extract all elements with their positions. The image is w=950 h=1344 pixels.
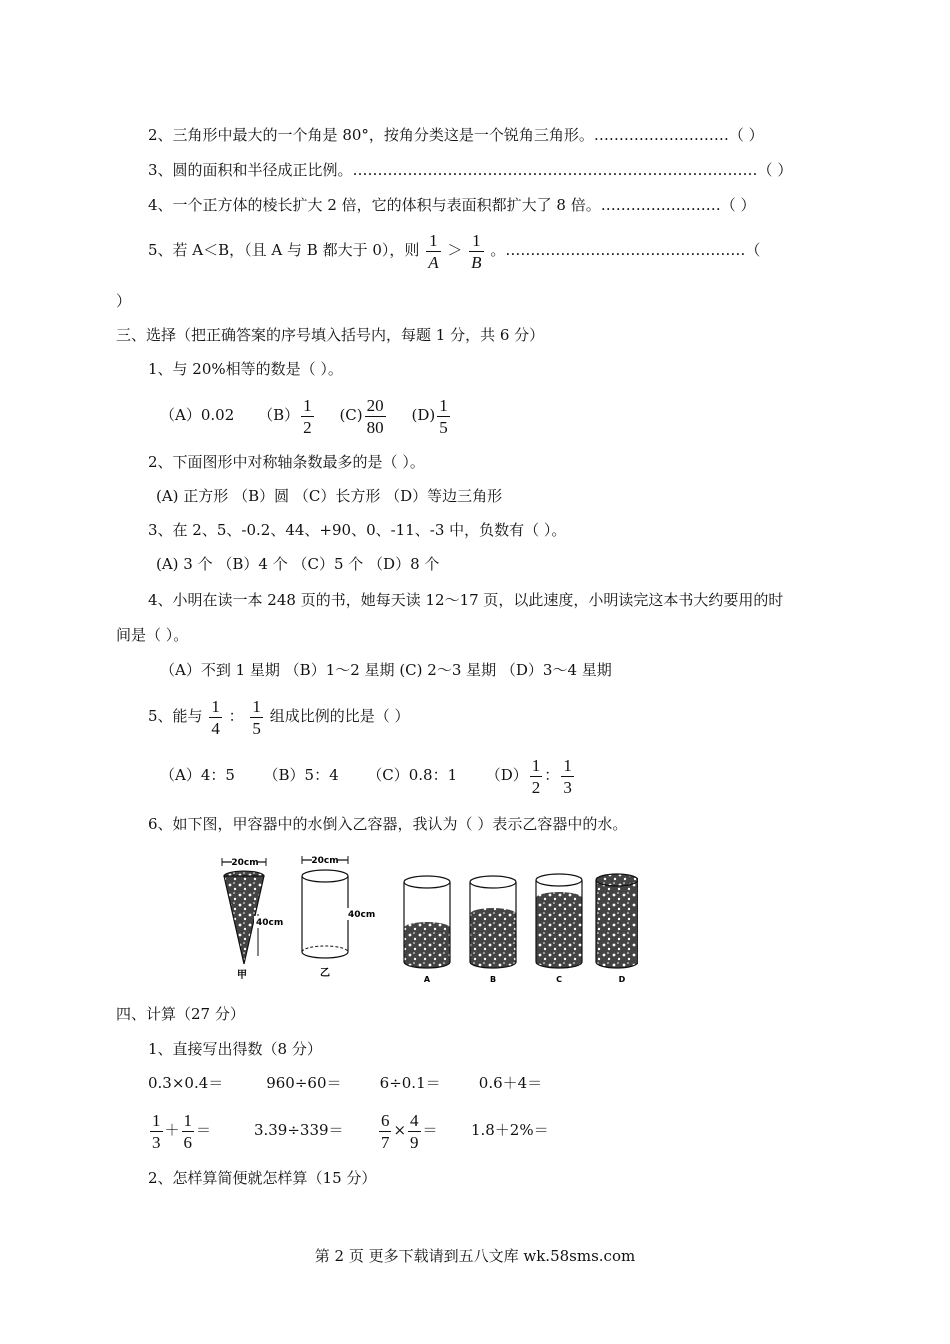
calc-item: 960÷60＝ — [266, 1074, 342, 1092]
option-b-label: B — [489, 975, 497, 984]
fraction: $\frac{1}{2}$ — [531, 755, 541, 797]
cylinder-container-yi — [302, 854, 375, 979]
fraction: $\frac{1}{2}$ — [303, 395, 312, 437]
choice-q5: 5、能与 $\frac{1}{4}$ ： $\frac{1}{5}$ 组成比例的比是（ ） — [148, 696, 410, 738]
calc-item: 3.39÷339＝ — [253, 1121, 344, 1139]
page-footer: 第 2 页 更多下载请到五八文库 wk.58sms.com — [314, 1247, 636, 1265]
option-cylinder-d — [596, 874, 638, 984]
fraction: $\frac{1}{B}$ — [471, 230, 482, 272]
choice-q4-line2: 间是（ ）。 — [116, 626, 189, 644]
cone-name-label: 甲 — [237, 970, 247, 981]
judge-q5: 5、若 A＜B，（且 A 与 B 都大于 0），则 $\frac{1}{A}$ ＞ $\frac{1}{B}$ 。…………………………………………（ — [148, 230, 761, 272]
fraction: $\frac{1}{5}$ — [439, 395, 448, 437]
cone-container-jia — [222, 856, 283, 981]
fraction: $\frac{1}{5}$ — [252, 696, 261, 738]
choice-q3: 3、在 2、5、-0.2、44、+90、0、-11、-3 中，负数有（ ）。 — [148, 521, 567, 539]
cylinder-name-label: 乙 — [320, 968, 330, 979]
judge-q5-paren-close: ） — [116, 292, 132, 310]
judge-q3: 3、圆的面积和半径成正比例。………………………………………………………………………（ ） — [148, 161, 793, 179]
fraction: $\frac{1}{6}$ — [183, 1110, 193, 1152]
fraction: $\frac{1}{3}$ — [563, 755, 572, 797]
fraction: $\frac{6}{7}$ — [380, 1110, 390, 1152]
calc-heading: 四、计算（27 分） — [116, 1005, 245, 1023]
fraction: $\frac{1}{4}$ — [211, 696, 220, 738]
calc-item: 0.3×0.4＝ — [148, 1074, 224, 1092]
choice-heading: 三、选择（把正确答案的序号填入括号内，每题 1 分，共 6 分） — [116, 326, 545, 344]
calc-row1 — [148, 1074, 542, 1092]
fraction: $\frac{1}{3}$ — [152, 1110, 161, 1152]
judge-q4: 4、一个正方体的棱长扩大 2 倍，它的体积与表面积都扩大了 8 倍。……………………（ ） — [148, 196, 756, 214]
calc-q2-title: 2、怎样算简便就怎样算（15 分） — [148, 1169, 377, 1187]
choice-q3-options: (A) 3 个 （B）4 个 （C）5 个 （D）8 个 — [156, 555, 440, 573]
container-figure — [218, 852, 638, 984]
fraction: $\frac{1}{A}$ — [428, 230, 439, 272]
calc-item: 6÷0.1＝ — [379, 1074, 441, 1092]
choice-q2: 2、下面图形中对称轴条数最多的是（ ）。 — [148, 453, 425, 471]
choice-q6: 6、如下图，甲容器中的水倒入乙容器，我认为（ ）表示乙容器中的水。 — [148, 815, 628, 833]
calc-q1-title: 1、直接写出得数（8 分） — [148, 1040, 322, 1058]
fraction: $\frac{4}{9}$ — [410, 1110, 419, 1152]
option-a-label: A — [423, 975, 431, 984]
cylinder-width-label: 20cm — [311, 856, 339, 866]
option-d-label: D — [618, 975, 626, 984]
judge-q2: 2、三角形中最大的一个角是 80°，按角分类这是一个锐角三角形。………………………（ ） — [148, 126, 764, 144]
option-cylinder-a — [404, 876, 450, 984]
cone-height-label: 40cm — [256, 918, 284, 928]
calc-row2: $\frac{1}{3}$ ＋ $\frac{1}{6}$ ＝ 3.39÷339＝ $\frac{6}{7}$ × $\frac{4}{9}$ ＝ 1.8＋2%＝ — [152, 1110, 549, 1152]
cone-width-label: 20cm — [231, 858, 259, 868]
option-cylinder-b — [470, 876, 516, 984]
choice-q1-options: （A）0.02 （B） $\frac{1}{2}$ (C) $\frac{20}{80}$ (D) $\frac{1}{5}$ — [160, 395, 448, 437]
calc-item: 0.6＋4＝ — [478, 1074, 543, 1092]
cylinder-height-label: 40cm — [348, 910, 376, 920]
option-c-label: C — [556, 975, 562, 984]
calc-item: 1.8＋2%＝ — [470, 1121, 549, 1139]
fraction: $\frac{20}{80}$ — [366, 395, 384, 437]
choice-q4-options: （A）不到 1 星期 （B）1～2 星期 (C) 2～3 星期 （D）3～4 星期 — [160, 661, 612, 679]
choice-q1: 1、与 20%相等的数是（ ）。 — [148, 360, 343, 378]
option-cylinder-c — [536, 874, 582, 984]
choice-q4-line1: 4、小明在读一本 248 页的书，她每天读 12～17 页，以此速度，小明读完这本书大约要用的时 — [148, 591, 784, 609]
choice-q5-options: （A）4：5 （B）5：4 （C）0.8：1 （D） $\frac{1}{2}$ ： $\frac{1}{3}$ — [160, 755, 572, 797]
choice-q2-options: (A) 正方形 （B）圆 （C）长方形 （D）等边三角形 — [156, 487, 503, 505]
